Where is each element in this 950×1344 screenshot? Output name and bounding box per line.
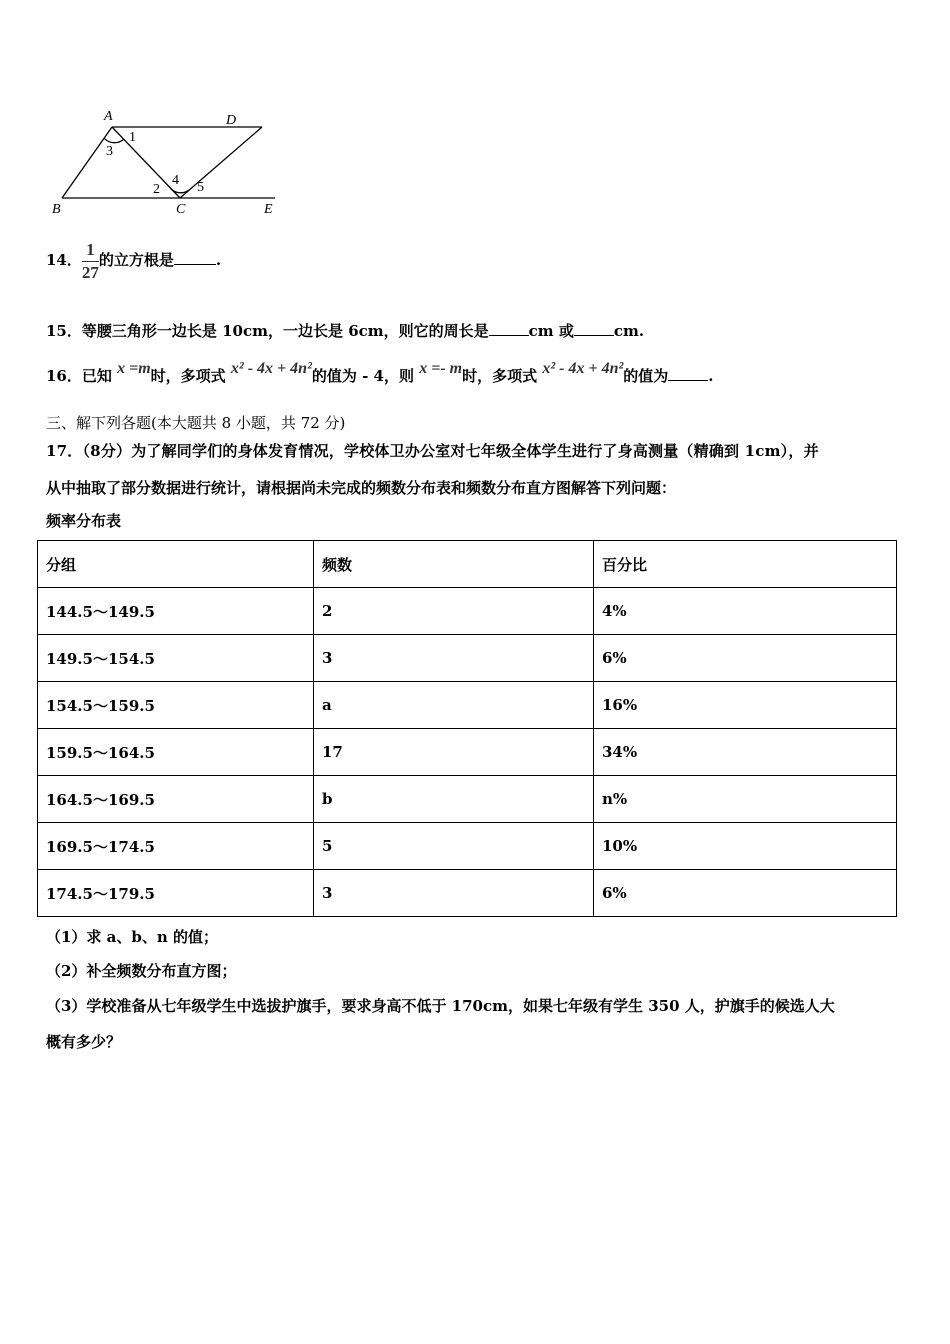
sub-question-3-line-1: （3）学校准备从七年级学生中选拔护旗手，要求身高不低于 170cm，如果七年级有学生 350 人，护旗手的候选人大 [46, 997, 835, 1015]
sub-question-1: （1）求 a、b、n 的值； [46, 928, 218, 946]
label-c: C [176, 202, 186, 217]
sub-question-3-line-2: 概有多少？ [46, 1033, 122, 1051]
q14-answer-blank [174, 250, 216, 265]
table-cell: 2 [314, 588, 594, 635]
q16-text-3: 时，多项式 [462, 367, 538, 385]
q16-answer-blank [668, 366, 708, 381]
table-cell: 169.5～174.5 [38, 823, 314, 870]
q16-end: . [708, 367, 714, 385]
label-angle-3: 3 [106, 144, 113, 159]
table-cell: 159.5～164.5 [38, 729, 314, 776]
table-cell: 17 [314, 729, 594, 776]
label-angle-1: 1 [129, 130, 136, 145]
table-row [38, 776, 897, 823]
label-angle-2: 2 [153, 182, 160, 197]
q16-polynomial-2: x² - 4x + 4n² [542, 360, 624, 377]
label-e: E [264, 202, 273, 217]
table-cell: b [314, 776, 594, 823]
q14-denominator: 27 [81, 262, 99, 282]
label-angle-5: 5 [197, 180, 204, 195]
table-cell: 3 [314, 635, 594, 682]
q14-fraction [82, 239, 99, 284]
table-row [38, 588, 897, 635]
q14-text: 的立方根是 [98, 251, 174, 269]
table-cell: 174.5～179.5 [38, 870, 314, 917]
question-14 [46, 236, 221, 284]
table-header-row [38, 541, 897, 588]
table-row [38, 870, 897, 917]
table-cell: 4% [594, 588, 897, 635]
q14-end: . [215, 251, 222, 269]
table-cell: 149.5～154.5 [38, 635, 314, 682]
table-cell: 164.5～169.5 [38, 776, 314, 823]
sub-question-2: （2）补全频数分布直方图； [46, 962, 237, 980]
q15-blank-1 [489, 321, 529, 336]
q15-mid: cm 或 [528, 322, 574, 340]
table-row [38, 682, 897, 729]
q16-text-1: 时，多项式 [150, 367, 226, 385]
question-16 [46, 358, 714, 395]
table-cell: 144.5～149.5 [38, 588, 314, 635]
table-row [38, 635, 897, 682]
table-cell: a [314, 682, 594, 729]
segment-ac [112, 127, 180, 198]
table-cell: n% [594, 776, 897, 823]
label-b: B [52, 202, 61, 217]
header-cell: 分组 [38, 541, 314, 588]
q15-end: cm. [613, 322, 645, 340]
header-cell: 百分比 [594, 541, 897, 588]
segment-dc [180, 127, 262, 198]
q14-number: 14． [46, 251, 82, 269]
frequency-table [37, 540, 897, 917]
table-cell: 3 [314, 870, 594, 917]
angle-arc-a [104, 138, 124, 143]
q16-number: 16．已知 [46, 367, 112, 385]
q15-blank-2 [574, 321, 614, 336]
q14-numerator: 1 [82, 239, 99, 262]
table-cell: 154.5～159.5 [38, 682, 314, 729]
label-d: D [226, 113, 237, 128]
table-row [38, 729, 897, 776]
label-a: A [104, 109, 113, 124]
question-15 [46, 320, 644, 341]
table-title: 频率分布表 [46, 512, 122, 530]
table-cell: 10% [594, 823, 897, 870]
q16-polynomial-1: x² - 4x + 4n² [230, 360, 312, 377]
q16-text-2: 的值为 - 4，则 [311, 367, 414, 385]
header-cell: 频数 [314, 541, 594, 588]
table-row [38, 823, 897, 870]
question-17-line-2: 从中抽取了部分数据进行统计，请根据尚未完成的频数分布表和频数分布直方图解答下列问题： [46, 479, 677, 497]
q16-text-4: 的值为 [623, 367, 669, 385]
geometry-figure [40, 100, 300, 225]
table-cell: 6% [594, 870, 897, 917]
table-cell: 5 [314, 823, 594, 870]
q15-text: 15．等腰三角形一边长是 10cm，一边长是 6cm，则它的周长是 [46, 322, 489, 340]
q16-condition-1: x =m [117, 360, 151, 377]
table-cell: 16% [594, 682, 897, 729]
label-angle-4: 4 [172, 173, 179, 188]
section-title: 三、解下列各题(本大题共 8 小题，共 72 分) [46, 414, 346, 432]
question-17-line-1: 17．（8分）为了解同学们的身体发育情况，学校体卫办公室对七年级全体学生进行了身高测量（精确到 1cm），并 [46, 442, 819, 460]
table-cell: 34% [594, 729, 897, 776]
table-cell: 6% [594, 635, 897, 682]
q16-condition-2: x =- m [419, 360, 463, 377]
